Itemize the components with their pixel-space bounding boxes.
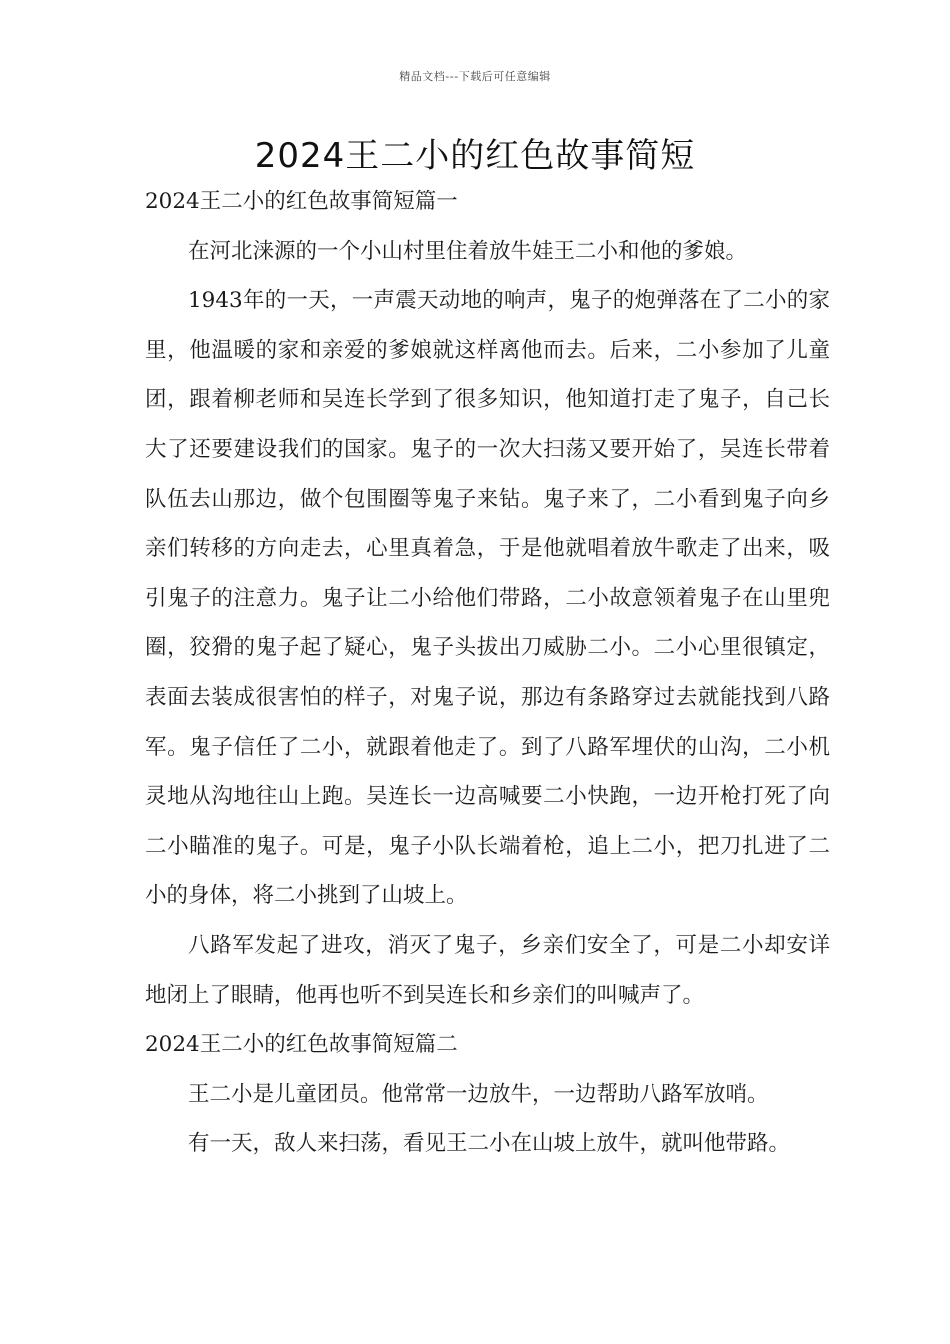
paragraph: 王二小是儿童团员。他常常一边放牛，一边帮助八路军放哨。 — [188, 1081, 769, 1107]
section-heading: 2024王二小的红色故事简短篇二 — [145, 1032, 458, 1058]
page-header: 精品文档---下载后可任意编辑 — [399, 70, 551, 83]
paragraph: 1943年的一天，一声震天动地的响声，鬼子的炮弹落在了二小的家里，他温暖的家和亲爱的爹娘就这样离他而去。后来，二小参加了儿童团，跟着柳老师和吴连长学到了很多知识，他知道打走了鬼子，自己长大了还要建设我们的国家。鬼子的一次大扫荡又要开始了，吴连长带着队伍去山那边，做个包围圈等鬼子来钻。鬼子来了，二小看到鬼子向乡亲们转移的方向走去，心里真着急，于是他就唱着放牛歌走了出来，吸引鬼子的注意力。鬼子让二小给他们带路，二小故意领着鬼子在山里兜圈，狡猾的鬼子起了疑心，鬼子头拔出刀威胁二小。二小心里很镇定，表面去装成很害怕的样子，对鬼子说，那边有条路穿过去就能找到八路军。鬼子信任了二小，就跟着他走了。到了八路军埋伏的山沟，二小机灵地从沟地往山上跑。吴连长一边高喊要二小快跑，一边开枪打死了向二小瞄准的鬼子。可是，鬼子小队长端着枪，追上二小，把刀扎进了二小的身体，将二小挑到了山坡上。 — [145, 288, 830, 909]
paragraph: 在河北涞源的一个小山村里住着放牛娃王二小和他的爹娘。 — [188, 238, 748, 264]
document-body — [145, 177, 830, 1169]
document-title: 2024王二小的红色故事简短 — [254, 136, 696, 176]
paragraph: 八路军发起了进攻，消灭了鬼子，乡亲们安全了，可是二小却安详地闭上了眼睛，他再也听不到吴连长和乡亲们的叫喊声了。 — [145, 932, 830, 1008]
paragraph: 有一天，敌人来扫荡，看见王二小在山坡上放牛，就叫他带路。 — [188, 1131, 791, 1157]
section-heading: 2024王二小的红色故事简短篇一 — [145, 189, 458, 214]
